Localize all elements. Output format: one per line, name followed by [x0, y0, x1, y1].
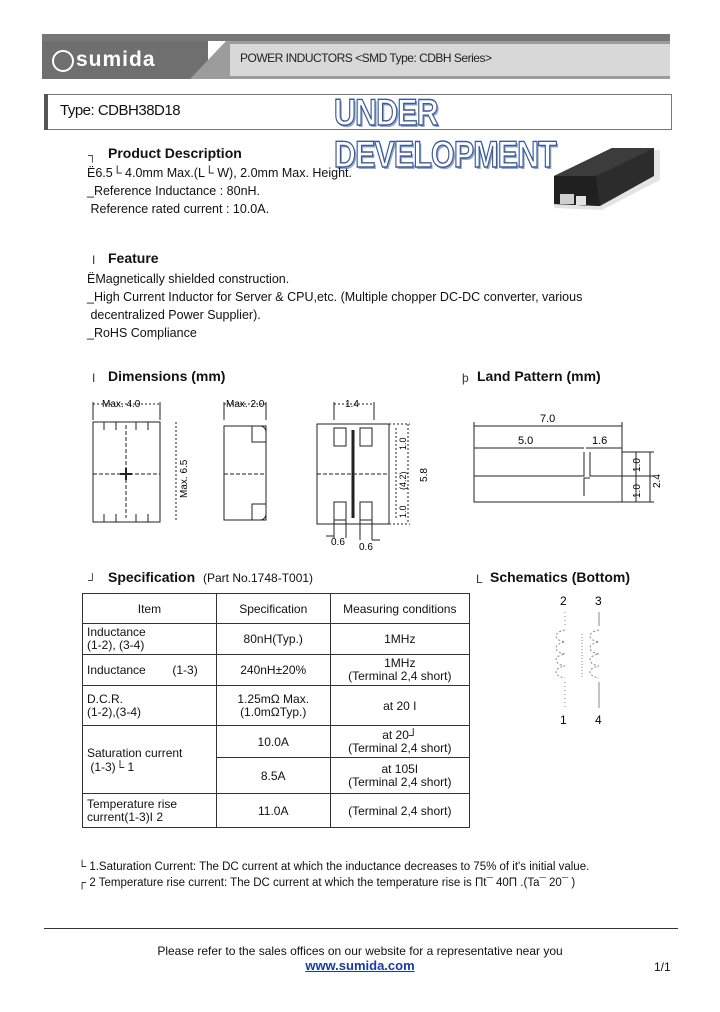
land-pattern-drawing [464, 408, 674, 518]
product-description-mark: ┐ [88, 148, 97, 162]
schematic-pin-4: 4 [595, 713, 602, 727]
spec-row2-cond: 1MHz (Terminal 2,4 short) [330, 655, 469, 686]
land-1-0-top: 1.0 [632, 458, 643, 472]
spec-row3-cond: at 20 I [330, 686, 469, 726]
dim-1-0-bottom: 1.0 [398, 505, 408, 518]
dim-max-6-5: Max. 6.5 [179, 459, 190, 498]
spec-row6-item: Temperature rise current(1-3)I 2 [83, 794, 217, 828]
feature-line-3: decentralized Power Supplier). [87, 308, 261, 322]
schematic-pin-1: 1 [560, 713, 567, 727]
spec-row6-cond: (Terminal 2,4 short) [330, 794, 469, 828]
dim-max-4-0: Max. 4.0 [102, 399, 141, 410]
spec-row4-item: Saturation current (1-3)└ 1 [83, 726, 217, 794]
dim-1-0-top: 1.0 [398, 437, 408, 450]
land-pattern-heading: Land Pattern (mm) [477, 368, 601, 384]
feature-line-4: _RoHS Compliance [87, 326, 197, 340]
land-7-0: 7.0 [540, 413, 556, 425]
spec-row5-spec: 8.5A [216, 758, 330, 794]
spec-row2-item: Inductance (1-3) [83, 655, 217, 686]
spec-row4-spec: 10.0A [216, 726, 330, 758]
specification-part-no: (Part No.1748-T001) [203, 571, 314, 585]
footer-rule [44, 928, 678, 929]
feature-line-2: _High Current Inductor for Server & CPU,etc. (Multiple chopper DC-DC converter, various [87, 290, 583, 304]
dim-1-4: 1.4 [345, 399, 359, 410]
website-link[interactable]: www.sumida.com [305, 958, 415, 973]
schematic-pin-2: 2 [560, 594, 567, 608]
land-2-4: 2.4 [652, 474, 663, 488]
schematics-heading: Schematics (Bottom) [490, 569, 631, 585]
dimensions-mark: I [92, 371, 96, 385]
spec-row2-spec: 240nH±20% [216, 655, 330, 686]
spec-row3-item: D.C.R. (1-2),(3-4) [83, 686, 217, 726]
spec-row1-spec: 80nH(Typ.) [216, 624, 330, 655]
specification-mark: ┘ [88, 573, 97, 587]
feature-line-1: ËMagnetically shielded construction. [87, 272, 290, 286]
dim-0-6-b: 0.6 [359, 542, 373, 553]
dimensions-drawing [80, 390, 440, 555]
feature-heading: Feature [108, 250, 159, 266]
dim-max-2-0: Max. 2.0 [226, 399, 265, 410]
spec-header-conditions: Measuring conditions [330, 594, 469, 624]
sumida-logo-icon [52, 50, 74, 72]
spec-row1-item: Inductance (1-2), (3-4) [83, 624, 217, 655]
note-1: └ 1.Saturation Current: The DC current at which the inductance decreases to 75% of it's initial value. [78, 861, 590, 873]
land-1-6: 1.6 [592, 435, 608, 447]
product-description-line-3: Reference rated current : 10.0A. [87, 202, 270, 216]
brand-name: sumida [76, 48, 156, 71]
spec-row5-cond: at 105I (Terminal 2,4 short) [330, 758, 469, 794]
product-photo [548, 140, 678, 220]
type-label: Type: CDBH38D18 [60, 102, 181, 119]
spec-row6-spec: 11.0A [216, 794, 330, 828]
spec-header-item: Item [83, 594, 217, 624]
header-slant [190, 41, 226, 79]
spec-row4-cond: at 20┘ (Terminal 2,4 short) [330, 726, 469, 758]
spec-header-specification: Specification [216, 594, 330, 624]
header-title: POWER INDUCTORS <SMD Type: CDBH Series> [240, 51, 492, 65]
header-top-rule [42, 34, 670, 41]
under-development-stamp: UNDER DEVELOPMENT [334, 92, 556, 175]
land-pattern-mark: þ [462, 371, 469, 385]
dimensions-heading: Dimensions (mm) [108, 368, 226, 384]
spec-row3-spec: 1.25mΩ Max. (1.0mΩTyp.) [216, 686, 330, 726]
feature-mark: I [92, 253, 96, 267]
land-1-0-bottom: 1.0 [632, 484, 643, 498]
schematic-pin-3: 3 [595, 594, 602, 608]
specification-table [82, 593, 470, 828]
specification-heading: Specification [108, 569, 196, 585]
product-description-heading: Product Description [108, 145, 242, 161]
spec-row1-cond: 1MHz [330, 624, 469, 655]
land-5-0: 5.0 [518, 435, 534, 447]
product-description-line-1: Ë6.5└ 4.0mm Max.(L└ W), 2.0mm Max. Height. [87, 166, 352, 180]
schematic-drawing [540, 590, 630, 730]
footer-text: Please refer to the sales offices on our website for a representative near you [157, 944, 563, 958]
product-description-line-2: _Reference Inductance : 80nH. [87, 184, 261, 198]
schematics-mark: L [476, 572, 483, 586]
dim-4-2: (4.2) [398, 471, 408, 490]
note-2: ┌ 2 Temperature rise current: The DC current at which the temperature rise is Πt¯ 40Π .(Ta¯ 20¯ ) [78, 877, 576, 889]
page-number: 1/1 [654, 960, 671, 974]
type-bar-accent [44, 94, 48, 130]
dim-5-8: 5.8 [419, 468, 430, 482]
dim-0-6-a: 0.6 [331, 537, 345, 548]
